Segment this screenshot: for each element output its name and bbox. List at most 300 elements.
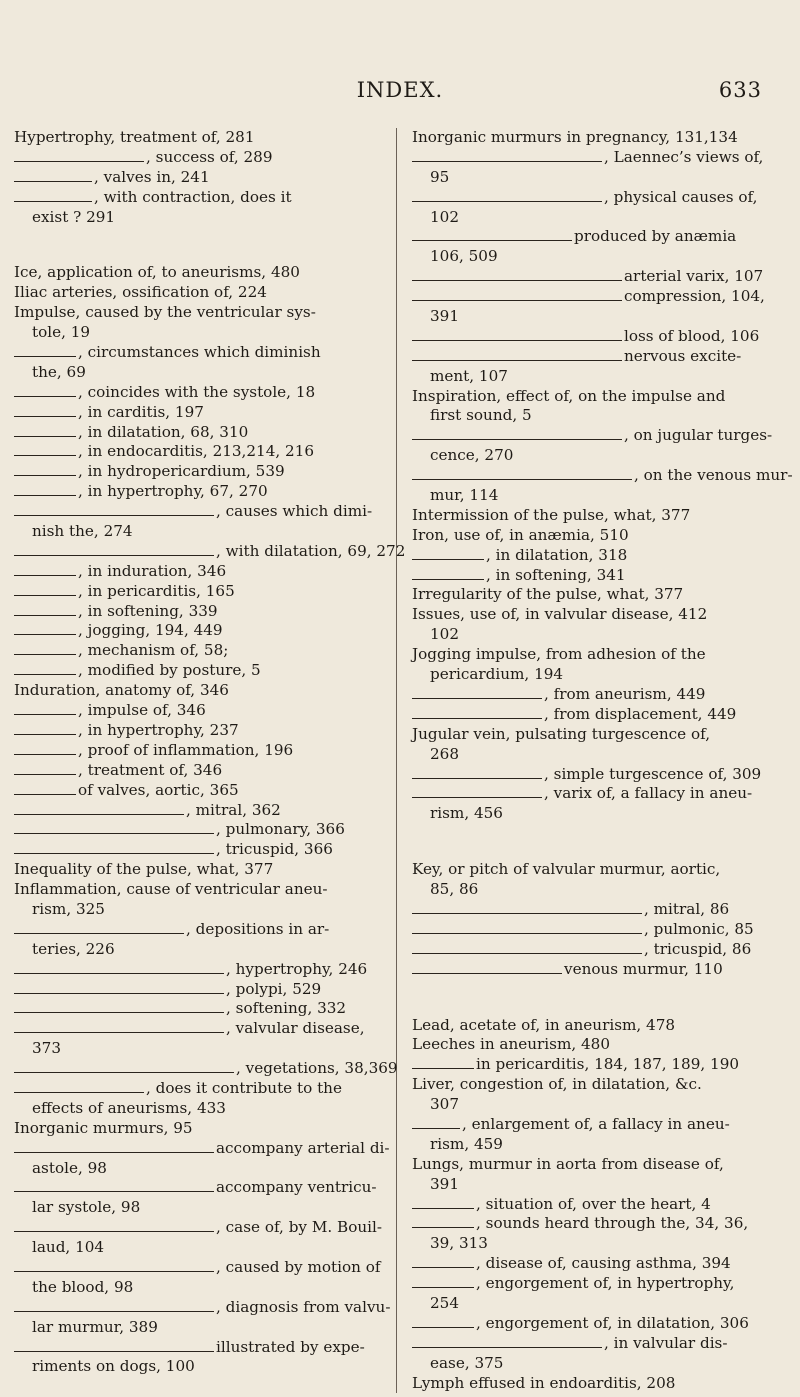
index-entry-text: 391 xyxy=(430,1174,459,1193)
index-entry-text: , diagnosis from valvu- xyxy=(216,1297,391,1316)
index-entry xyxy=(14,423,382,443)
index-entry xyxy=(412,327,786,347)
index-entry-text: , enlargement of, a fallacy in aneu- xyxy=(462,1114,730,1133)
index-entry xyxy=(14,541,406,562)
index-entry xyxy=(412,506,786,526)
index-entry xyxy=(412,1016,786,1036)
index-entry-text: Key, or pitch of valvular murmur, aortic, xyxy=(412,860,721,879)
index-entry xyxy=(412,725,786,745)
index-entry-text: , proof of inflammation, 196 xyxy=(78,740,294,759)
ditto-dash xyxy=(412,1337,602,1348)
index-entry xyxy=(14,1198,382,1218)
index-entry xyxy=(412,1075,786,1095)
index-entry xyxy=(412,1314,786,1334)
index-entry xyxy=(412,546,786,566)
ditto-dash xyxy=(14,545,214,556)
index-entry-text: ease, 375 xyxy=(430,1353,504,1372)
ditto-dash xyxy=(14,1082,144,1093)
index-entry xyxy=(14,1039,382,1059)
index-entry-text: , in hypertrophy, 67, 270 xyxy=(78,482,268,501)
index-entry xyxy=(14,980,382,1000)
index-entry-text: , causes which dimi- xyxy=(216,502,373,521)
index-entry-text: , mitral, 86 xyxy=(644,899,730,918)
index-entry-text: , mitral, 362 xyxy=(186,800,281,819)
index-entry xyxy=(412,1095,786,1115)
index-entry xyxy=(14,920,382,940)
index-entry-text: , varix of, a fallacy in aneu- xyxy=(544,784,753,803)
ditto-dash xyxy=(14,406,76,417)
index-entry xyxy=(14,761,382,781)
index-entry-text: 85, 86 xyxy=(430,880,479,899)
ditto-dash xyxy=(14,704,76,715)
ditto-dash xyxy=(412,549,484,560)
index-entry xyxy=(412,1195,786,1215)
index-entry-text: , does it contribute to the xyxy=(146,1078,342,1097)
ditto-dash xyxy=(14,843,214,854)
index-entry-text: cence, 270 xyxy=(430,446,514,465)
index-entry-text: , coincides with the systole, 18 xyxy=(78,382,316,401)
ditto-dash xyxy=(412,151,602,162)
ditto-dash xyxy=(14,346,76,357)
index-entry-text: , in carditis, 197 xyxy=(78,402,204,421)
index-entry-text: , impulse of, 346 xyxy=(78,701,206,720)
index-entry-text: arterial varix, 107 xyxy=(624,267,764,286)
index-entry-text: Inequality of the pulse, what, 377 xyxy=(14,860,274,879)
index-entry xyxy=(14,781,382,801)
index-entry-text: Inflammation, cause of ventricular aneu- xyxy=(14,880,328,899)
ditto-dash xyxy=(412,1118,460,1129)
index-entry xyxy=(14,1297,391,1318)
ditto-dash xyxy=(412,1198,474,1209)
ditto-dash xyxy=(412,963,562,974)
index-entry-text: , softening, 332 xyxy=(226,999,347,1018)
index-entry-text: , in softening, 339 xyxy=(78,601,218,620)
index-entry-text: astole, 98 xyxy=(32,1158,107,1177)
ditto-dash xyxy=(412,787,542,798)
column-divider xyxy=(396,128,397,1393)
index-entry xyxy=(412,1035,786,1055)
index-entry xyxy=(14,462,382,482)
ditto-dash xyxy=(412,191,602,202)
index-entry xyxy=(14,1119,382,1139)
index-entry xyxy=(412,705,786,725)
index-entry-text: , modified by posture, 5 xyxy=(78,661,261,680)
index-entry xyxy=(412,247,786,267)
index-entry xyxy=(14,442,382,462)
index-entry-text: , success of, 289 xyxy=(146,147,273,166)
index-entry-text: , polypi, 529 xyxy=(226,979,322,998)
ditto-dash xyxy=(412,429,622,440)
index-entry-text: , jogging, 194, 449 xyxy=(78,621,223,640)
index-entry xyxy=(14,208,382,228)
index-entry-text: Jogging impulse, from adhesion of the xyxy=(412,645,706,664)
index-entry xyxy=(412,1374,786,1394)
index-entry-text: , engorgement of, in hypertrophy, xyxy=(476,1274,735,1293)
index-entry-text: riments on dogs, 100 xyxy=(32,1357,195,1376)
index-entry xyxy=(14,721,382,741)
index-entry xyxy=(14,227,382,263)
index-entry xyxy=(14,860,382,880)
index-entry-text: Iron, use of, in anæmia, 510 xyxy=(412,525,629,544)
index-entry xyxy=(412,685,786,705)
index-entry-text: produced by anæmia xyxy=(574,227,737,246)
ditto-dash xyxy=(14,191,92,202)
index-entry-text: accompany arterial di- xyxy=(216,1138,390,1157)
ditto-dash xyxy=(14,1261,214,1272)
ditto-dash xyxy=(412,469,632,480)
index-entry xyxy=(14,128,382,148)
index-entry xyxy=(14,343,382,363)
ditto-dash xyxy=(14,923,184,934)
ditto-dash xyxy=(412,230,572,241)
index-entry-text: 373 xyxy=(32,1039,61,1058)
index-entry xyxy=(412,645,786,665)
index-entry xyxy=(412,1254,786,1274)
index-entry xyxy=(14,383,382,403)
index-entry xyxy=(14,1178,382,1198)
index-entry xyxy=(14,1357,382,1377)
index-entry-text: illustrated by expe- xyxy=(216,1337,365,1356)
ditto-dash xyxy=(14,644,76,655)
index-entry xyxy=(14,1218,382,1238)
index-entry xyxy=(412,307,786,327)
index-entry-text: 268 xyxy=(430,744,459,763)
index-entry-text: 254 xyxy=(430,1293,459,1312)
index-entry xyxy=(14,960,382,980)
index-entry xyxy=(14,502,382,522)
index-entry xyxy=(14,1278,382,1298)
index-entry-text: , from aneurism, 449 xyxy=(544,684,706,703)
ditto-dash xyxy=(412,350,622,361)
index-entry-text: , treatment of, 346 xyxy=(78,760,223,779)
index-entry-text: Inorganic murmurs, 95 xyxy=(14,1118,193,1137)
index-entry-text: , pulmonic, 85 xyxy=(644,919,754,938)
index-entry xyxy=(14,840,382,860)
index-entry xyxy=(412,406,786,426)
index-entry-text: Lungs, murmur in aorta from disease of, xyxy=(412,1154,724,1173)
index-entry xyxy=(14,323,382,343)
index-entry xyxy=(412,804,786,824)
index-entry xyxy=(14,168,382,188)
index-entry xyxy=(14,1338,382,1358)
index-entry xyxy=(14,1318,382,1338)
ditto-dash xyxy=(412,330,622,341)
index-entry-text: 307 xyxy=(430,1095,459,1114)
ditto-dash xyxy=(14,171,92,182)
index-entry-text: 102 xyxy=(430,625,459,644)
ditto-dash xyxy=(14,585,76,596)
index-entry-text: tole, 19 xyxy=(32,323,91,342)
ditto-dash xyxy=(14,823,214,834)
index-entry-text: Jugular vein, pulsating turgescence of, xyxy=(412,724,711,743)
index-entry xyxy=(14,1138,390,1159)
ditto-dash xyxy=(412,1277,474,1288)
ditto-dash xyxy=(14,565,76,576)
index-entry xyxy=(14,621,382,641)
index-entry xyxy=(14,582,382,602)
index-entry-text: compression, 104, xyxy=(624,287,765,306)
ditto-dash xyxy=(14,784,76,795)
index-entry-text: , mechanism of, 58; xyxy=(78,641,229,660)
index-entry-text: the, 69 xyxy=(32,362,86,381)
index-entry-text: Impulse, caused by the ventricular sys- xyxy=(14,303,316,322)
ditto-dash xyxy=(14,744,76,755)
index-entry-text: , in dilatation, 68, 310 xyxy=(78,422,249,441)
index-entry-text: Irregularity of the pulse, what, 377 xyxy=(412,585,684,604)
index-entry-text: , valvular disease, xyxy=(226,1019,365,1038)
index-entry xyxy=(412,1334,786,1354)
index-entry-text: , pulmonary, 366 xyxy=(216,820,345,839)
index-entry xyxy=(412,880,786,900)
index-entry xyxy=(412,227,786,247)
ditto-dash xyxy=(14,386,76,397)
ditto-dash xyxy=(14,465,76,476)
index-entry-text: Intermission of the pulse, what, 377 xyxy=(412,505,691,524)
index-entry-text: loss of blood, 106 xyxy=(624,326,760,345)
index-entry-text: 102 xyxy=(430,207,459,226)
index-entry-text: , simple turgescence of, 309 xyxy=(544,764,762,783)
index-entry xyxy=(14,1079,382,1099)
index-entry xyxy=(14,741,382,761)
index-entry-text: , engorgement of, in dilatation, 306 xyxy=(476,1313,749,1332)
index-entry xyxy=(412,287,786,307)
index-entry xyxy=(14,820,382,840)
index-entry xyxy=(412,1294,786,1314)
ditto-dash xyxy=(412,270,622,281)
index-entry-text: , with contraction, does it xyxy=(94,187,292,206)
index-entry xyxy=(412,860,786,880)
index-entry-text: 391 xyxy=(430,307,459,326)
index-entry xyxy=(412,1274,786,1294)
index-entry-text: mur, 114 xyxy=(430,486,499,505)
index-entry-text: , tricuspid, 86 xyxy=(644,939,752,958)
index-entry-text: teries, 226 xyxy=(32,939,115,958)
ditto-dash xyxy=(412,768,542,779)
index-entry-text: 106, 509 xyxy=(430,247,498,266)
ditto-dash xyxy=(14,485,76,496)
index-entry xyxy=(412,1234,786,1254)
index-entry-text: effects of aneurisms, 433 xyxy=(32,1098,226,1117)
index-entry-text: , in valvular dis- xyxy=(604,1333,728,1352)
index-entry xyxy=(412,148,786,168)
index-entry xyxy=(412,1155,786,1175)
index-entry xyxy=(412,585,786,605)
index-entry xyxy=(14,1019,382,1039)
index-entry-text: nish the, 274 xyxy=(32,522,133,541)
index-entry-text: , with dilatation, 69, 272 xyxy=(216,541,406,560)
index-entry-text: , in softening, 341 xyxy=(486,565,626,584)
index-entry-text: 95 xyxy=(430,167,450,186)
ditto-dash xyxy=(412,1257,474,1268)
ditto-dash xyxy=(14,1062,234,1073)
index-entry xyxy=(412,605,786,625)
index-entry xyxy=(14,283,382,303)
index-entry-text: venous murmur, 110 xyxy=(564,959,723,978)
ditto-dash xyxy=(14,505,214,516)
index-entry xyxy=(412,1354,786,1374)
index-entry xyxy=(14,303,382,323)
index-entry xyxy=(14,641,382,661)
index-entry-text: , on jugular turges- xyxy=(624,426,773,445)
ditto-dash xyxy=(14,963,224,974)
index-entry-text: , in endocarditis, 213,214, 216 xyxy=(78,442,315,461)
index-entry xyxy=(412,665,786,685)
ditto-dash xyxy=(412,903,642,914)
index-entry xyxy=(14,999,382,1019)
index-entry-text: rism, 325 xyxy=(32,899,105,918)
ditto-dash xyxy=(14,624,76,635)
index-entry-text: nervous excite- xyxy=(624,346,742,365)
index-entry xyxy=(412,1135,786,1155)
ditto-dash xyxy=(14,724,76,735)
ditto-dash xyxy=(14,1341,214,1352)
index-entry xyxy=(14,562,382,582)
index-entry xyxy=(412,765,786,785)
index-entry xyxy=(14,1099,382,1119)
index-entry-text: , circumstances which diminish xyxy=(78,343,321,362)
index-entry xyxy=(412,1115,786,1135)
index-entry xyxy=(14,1059,398,1079)
ditto-dash xyxy=(412,923,642,934)
ditto-dash xyxy=(14,1221,214,1232)
index-entry-text: , in induration, 346 xyxy=(78,561,227,580)
index-entry-text: the blood, 98 xyxy=(32,1277,134,1296)
index-entry xyxy=(412,446,786,466)
index-entry-text: of valves, aortic, 365 xyxy=(78,780,239,799)
page-number: 633 xyxy=(718,78,762,102)
index-entry xyxy=(412,347,786,367)
index-entry xyxy=(14,148,382,168)
index-entry xyxy=(14,1238,382,1258)
ditto-dash xyxy=(14,664,76,675)
index-entry xyxy=(412,208,786,228)
index-entry-text: , case of, by M. Bouil- xyxy=(216,1218,382,1237)
index-entry xyxy=(412,566,786,586)
ditto-dash xyxy=(14,151,144,162)
index-entry-text: , in pericarditis, 165 xyxy=(78,581,235,600)
index-entry xyxy=(412,128,786,148)
index-entry xyxy=(412,900,786,920)
index-entry-text: , sounds heard through the, 34, 36, xyxy=(476,1214,749,1233)
index-entry-text: first sound, 5 xyxy=(430,406,532,425)
ditto-dash xyxy=(412,708,542,719)
index-entry xyxy=(14,1159,382,1179)
ditto-dash xyxy=(14,1142,214,1153)
index-entry xyxy=(412,486,786,506)
index-entry-text: rism, 456 xyxy=(430,804,503,823)
index-entry xyxy=(412,980,786,1016)
ditto-dash xyxy=(14,764,76,775)
ditto-dash xyxy=(412,688,542,699)
index-entry-text: accompany ventricu- xyxy=(216,1178,377,1197)
index-entry xyxy=(412,920,786,940)
index-entry-text: lar systole, 98 xyxy=(32,1198,141,1217)
index-entry xyxy=(412,466,793,486)
index-entry-text: Issues, use of, in valvular disease, 412 xyxy=(412,605,708,624)
index-entry xyxy=(412,188,786,208)
index-entry xyxy=(14,801,382,821)
index-entry-text: 39, 313 xyxy=(430,1234,488,1253)
index-entry xyxy=(412,824,786,860)
index-entry-text: , vegetations, 38,369 xyxy=(236,1059,398,1078)
index-entry xyxy=(14,701,382,721)
index-entry xyxy=(412,267,786,287)
index-entry-text: Inspiration, effect of, on the impulse and xyxy=(412,386,726,405)
index-entry-text: , hypertrophy, 246 xyxy=(226,959,368,978)
ditto-dash xyxy=(14,804,184,815)
index-entry-text: lar murmur, 389 xyxy=(32,1317,158,1336)
index-entry-text: , valves in, 241 xyxy=(94,167,210,186)
index-entry-text: , tricuspid, 366 xyxy=(216,840,333,859)
index-entry-text: ment, 107 xyxy=(430,366,508,385)
index-entry-text: rism, 459 xyxy=(430,1134,503,1153)
index-entry xyxy=(14,681,382,701)
index-entry-text: , disease of, causing asthma, 394 xyxy=(476,1254,731,1273)
index-entry xyxy=(412,1055,786,1075)
index-entry xyxy=(14,263,382,283)
index-entry-text: Lead, acetate of, in aneurism, 478 xyxy=(412,1015,676,1034)
index-entry xyxy=(412,387,786,407)
index-entry-text: , physical causes of, xyxy=(604,187,758,206)
index-entry xyxy=(412,1175,786,1195)
ditto-dash xyxy=(412,1317,474,1328)
index-column-left xyxy=(14,128,406,1377)
index-entry-text: Liver, congestion of, in dilatation, &c. xyxy=(412,1075,702,1094)
index-entry xyxy=(14,900,382,920)
ditto-dash xyxy=(412,290,622,301)
index-entry-text: , in hydropericardium, 539 xyxy=(78,462,285,481)
ditto-dash xyxy=(14,426,76,437)
index-column-right xyxy=(412,128,793,1393)
index-entry xyxy=(14,602,382,622)
ditto-dash xyxy=(412,569,484,580)
index-entry-text: , situation of, over the heart, 4 xyxy=(476,1194,711,1213)
ditto-dash xyxy=(14,1002,224,1013)
index-entry-text: , depositions in ar- xyxy=(186,919,330,938)
index-entry xyxy=(14,482,382,502)
index-entry xyxy=(14,940,382,960)
index-entry xyxy=(412,526,786,546)
ditto-dash xyxy=(14,983,224,994)
index-entry-text: Ice, application of, to aneurisms, 480 xyxy=(14,263,300,282)
index-entry xyxy=(14,188,382,208)
ditto-dash xyxy=(14,1181,214,1192)
index-entry xyxy=(14,661,382,681)
index-entry-text: in pericarditis, 184, 187, 189, 190 xyxy=(476,1055,740,1074)
ditto-dash xyxy=(14,605,76,616)
ditto-dash xyxy=(14,1022,224,1033)
index-entry xyxy=(14,522,382,542)
index-entry-text: , Laennec’s views of, xyxy=(604,147,764,166)
ditto-dash xyxy=(412,1058,474,1069)
index-entry-text: , caused by motion of xyxy=(216,1257,381,1276)
index-entry xyxy=(412,940,786,960)
index-entry xyxy=(14,880,382,900)
index-entry xyxy=(412,625,786,645)
index-entry-text: , on the venous mur- xyxy=(634,466,793,485)
index-entry xyxy=(412,784,786,804)
ditto-dash xyxy=(14,1301,214,1312)
index-entry xyxy=(412,367,786,387)
index-entry xyxy=(412,168,786,188)
ditto-dash xyxy=(412,943,642,954)
index-entry-text: Induration, anatomy of, 346 xyxy=(14,681,229,700)
index-entry xyxy=(412,426,786,446)
index-entry-text: laud, 104 xyxy=(32,1238,105,1257)
index-entry-text: Hypertrophy, treatment of, 281 xyxy=(14,128,255,146)
index-entry-text: Leeches in aneurism, 480 xyxy=(412,1035,610,1054)
index-entry xyxy=(14,403,382,423)
